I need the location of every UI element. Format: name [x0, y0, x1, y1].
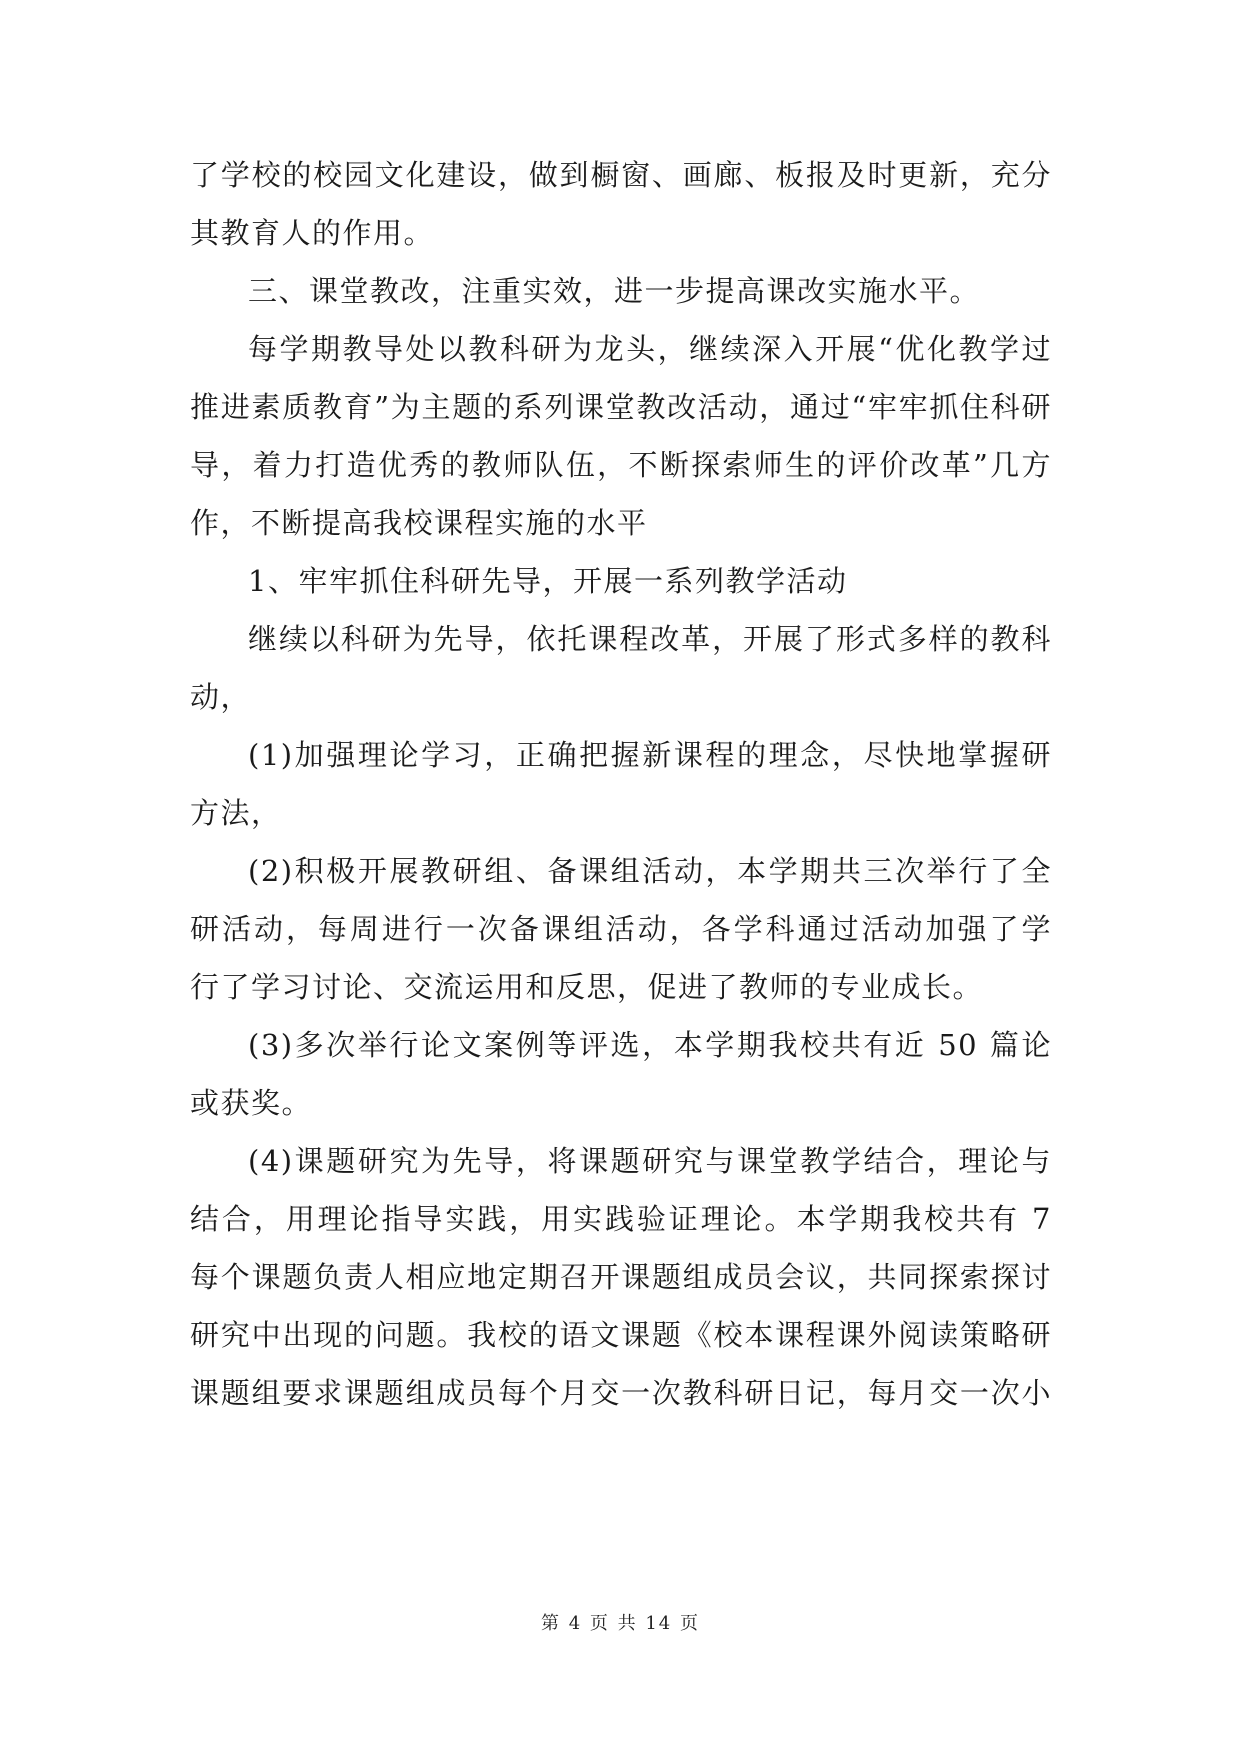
- text-line: 动，: [190, 680, 252, 714]
- text-line: 每个课题负责人相应地定期召开课题组成员会议，共同探索探讨: [190, 1260, 1052, 1294]
- text-line: 研究中出现的问题。我校的语文课题《校本课程课外阅读策略研: [190, 1318, 1052, 1352]
- text-line: 推进素质教育”为主题的系列课堂教改活动，通过“牢牢抓住科研: [190, 390, 1052, 424]
- list-item-3: (3)多次举行论文案例等评选，本学期我校共有近 50 篇论: [248, 1028, 1052, 1062]
- text-line: 每学期教导处以教科研为龙头，继续深入开展“优化教学过: [248, 332, 1052, 366]
- text-line: 了学校的校园文化建设，做到橱窗、画廊、板报及时更新，充分: [190, 158, 1052, 192]
- list-item-1: (1)加强理论学习，正确把握新课程的理念，尽快地掌握研: [248, 738, 1052, 772]
- text-line: 结合，用理论指导实践，用实践验证理论。本学期我校共有 7: [190, 1202, 1052, 1236]
- subsection-heading: 1、牢牢抓住科研先导，开展一系列教学活动: [248, 564, 848, 598]
- text-line: 课题组要求课题组成员每个月交一次教科研日记，每月交一次小: [190, 1376, 1052, 1410]
- text-line: 导，着力打造优秀的教师队伍，不断探索师生的评价改革”几方: [190, 448, 1052, 482]
- text-line: 研活动，每周进行一次备课组活动，各学科通过活动加强了学: [190, 912, 1052, 946]
- text-line: 方法，: [190, 796, 282, 830]
- text-line: 作，不断提高我校课程实施的水平: [190, 506, 648, 540]
- page-number-text: 第 4 页 共 14 页: [541, 1613, 700, 1634]
- text-line: 继续以科研为先导，依托课程改革，开展了形式多样的教科: [248, 622, 1052, 656]
- page-number-footer: [0, 1612, 1241, 1636]
- text-line: 行了学习讨论、交流运用和反思，促进了教师的专业成长。: [190, 970, 984, 1004]
- list-item-2: (2)积极开展教研组、备课组活动，本学期共三次举行了全: [248, 854, 1052, 888]
- text-line: 其教育人的作用。: [190, 216, 435, 250]
- text-line: 或获奖。: [190, 1086, 313, 1120]
- list-item-4: (4)课题研究为先导，将课题研究与课堂教学结合，理论与: [248, 1144, 1052, 1178]
- section-heading: 三、课堂教改，注重实效，进一步提高课改实施水平。: [248, 274, 981, 308]
